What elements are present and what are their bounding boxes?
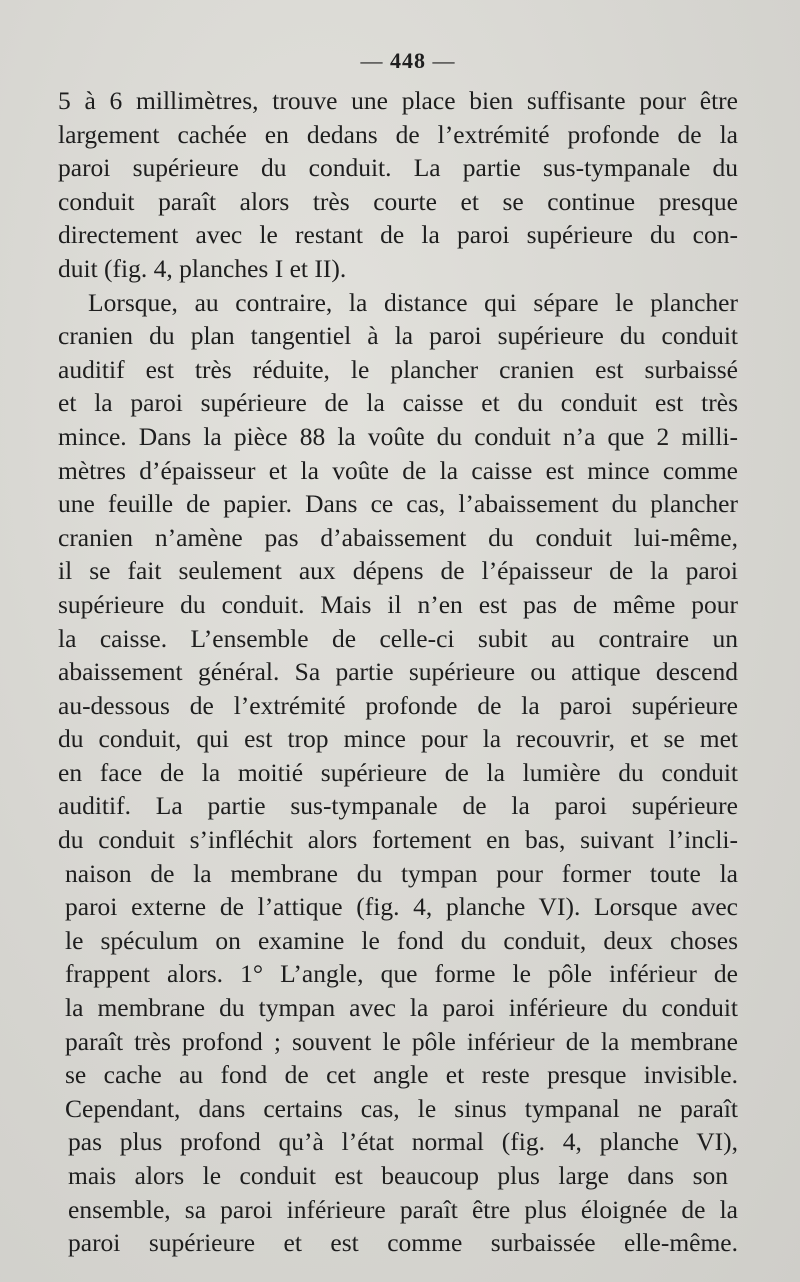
page-number-header bbox=[78, 38, 738, 84]
dash-right: — bbox=[432, 48, 456, 73]
text-line: la membrane du tympan avec la paroi inférieure du conduit bbox=[65, 993, 738, 1023]
text-line: auditif. La partie sus-tympanale de la paroi supérieure bbox=[58, 791, 738, 821]
text-line: pas plus profond qu’à l’état normal (fig. 4, planche VI), bbox=[68, 1127, 738, 1157]
text-line: cranien n’amène pas d’abaissement du conduit lui-même, bbox=[58, 522, 738, 552]
text-line: paroi externe de l’attique (fig. 4, planche VI). Lorsque avec bbox=[65, 892, 738, 922]
text-line: cranien du plan tangentiel à la paroi supérieure du conduit bbox=[58, 321, 738, 351]
text-line: du conduit s’infléchit alors fortement en bas, suivant l’incli- bbox=[58, 825, 738, 855]
text-line: abaissement général. Sa partie supérieure ou attique descend bbox=[58, 657, 738, 687]
text-line: mètres d’épaisseur et la voûte de la caisse est mince comme bbox=[58, 455, 738, 485]
body-text bbox=[58, 84, 738, 1260]
text-line: duit (fig. 4, planches I et II). bbox=[58, 253, 347, 283]
text-line: le spéculum on examine le fond du conduit, deux choses bbox=[65, 925, 738, 955]
text-line: du conduit, qui est trop mince pour la recouvrir, et se met bbox=[58, 724, 738, 754]
text-line: naison de la membrane du tympan pour former toute la bbox=[65, 858, 738, 888]
text-line: 5 à 6 millimètres, trouve une place bien suffisante pour être bbox=[58, 86, 738, 115]
text-line: en face de la moitié supérieure de la lumière du conduit bbox=[58, 757, 738, 787]
text-line: ensemble, sa paroi inférieure paraît être plus éloignée de la bbox=[68, 1194, 738, 1224]
dash-left: — bbox=[360, 48, 384, 73]
text-line: supérieure du conduit. Mais il n’en est pas de même pour bbox=[58, 589, 738, 619]
text-line: largement cachée en dedans de l’extrémité profonde de la bbox=[58, 119, 738, 149]
text-line: une feuille de papier. Dans ce cas, l’abaissement du plancher bbox=[58, 489, 738, 519]
text-line: et la paroi supérieure de la caisse et du conduit est très bbox=[58, 388, 738, 418]
text-line: directement avec le restant de la paroi supérieure du con- bbox=[58, 220, 738, 250]
page-number: 448 bbox=[390, 48, 426, 73]
text-line: mais alors le conduit est beaucoup plus large dans son bbox=[68, 1161, 728, 1190]
text-line: il se fait seulement aux dépens de l’épaisseur de la paroi bbox=[58, 556, 738, 586]
text-line: conduit paraît alors très courte et se continue presque bbox=[58, 186, 738, 216]
paragraph-start-line: Lorsque, au contraire, la distance qui sépare le plancher bbox=[88, 287, 738, 317]
text-line: mince. Dans la pièce 88 la voûte du conduit n’a que 2 milli- bbox=[58, 421, 738, 451]
text-line: se cache au fond de cet angle et reste presque invisible. bbox=[65, 1060, 738, 1090]
text-line: paroi supérieure du conduit. La partie sus-tympanale du bbox=[58, 153, 738, 183]
text-line: auditif est très réduite, le plancher cranien est surbaissé bbox=[58, 354, 738, 384]
book-page bbox=[58, 38, 738, 1260]
text-line: au-dessous de l’extrémité profonde de la paroi supérieure bbox=[58, 690, 738, 720]
text-line: paraît très profond ; souvent le pôle inférieur de la membrane bbox=[65, 1026, 738, 1056]
text-line: la caisse. L’ensemble de celle-ci subit au contraire un bbox=[58, 623, 738, 653]
text-line: Cependant, dans certains cas, le sinus tympanal ne paraît bbox=[65, 1093, 738, 1123]
text-line: paroi supérieure et est comme surbaissée elle-même. bbox=[68, 1228, 738, 1258]
text-line: frappent alors. 1° L’angle, que forme le pôle inférieur de bbox=[65, 959, 738, 989]
